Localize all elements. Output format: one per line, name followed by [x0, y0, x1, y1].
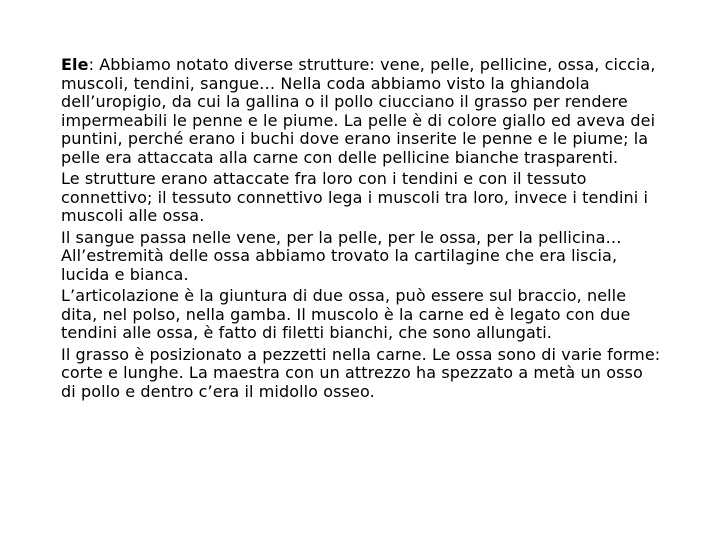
speaker-name: Ele	[61, 55, 89, 74]
paragraph-5: Il grasso è posizionato a pezzetti nella carne. Le ossa sono di varie forme: corte e lunghe. La maestra con un attrezzo ha spezzato a metà un osso di pollo e dentro c’era il midollo osseo.	[61, 344, 661, 401]
text-body	[61, 56, 661, 404]
paragraph-2: Le strutture erano attaccate fra loro con i tendini e con il tessuto connettivo; il tessuto connettivo lega i muscoli tra loro, invece i tendini i muscoli alle ossa.	[61, 169, 649, 225]
paragraph-1	[61, 56, 661, 167]
paragraph-1-text: : Abbiamo notato diverse strutture: vene, pelle, pellicine, ossa, ciccia, muscoli, tendini, sangue… Nella coda abbiamo visto la ghiandola dell’uropigio, da cui la gallina o il pollo ciucciano il grasso per rendere impermeabili le penne e le piume. La pelle è di colore giallo ed aveva dei puntini, perché erano i buchi dove erano inserite le penne e le piume; la pelle era attaccata alla carne con delle pellicine bianche trasparenti.	[61, 55, 656, 167]
paragraph-3: Il sangue passa nelle vene, per la pelle, per le ossa, per la pellicina… All’estremità delle ossa abbiamo trovato la cartilagine che era liscia, lucida e bianca.	[61, 227, 622, 284]
paragraph-4: L’articolazione è la giuntura di due ossa, può essere sul braccio, nelle dita, nel polso, nella gamba. Il muscolo è la carne ed è legato con due tendini alle ossa, è fatto di filetti bianchi, che sono allungati.	[61, 286, 631, 342]
